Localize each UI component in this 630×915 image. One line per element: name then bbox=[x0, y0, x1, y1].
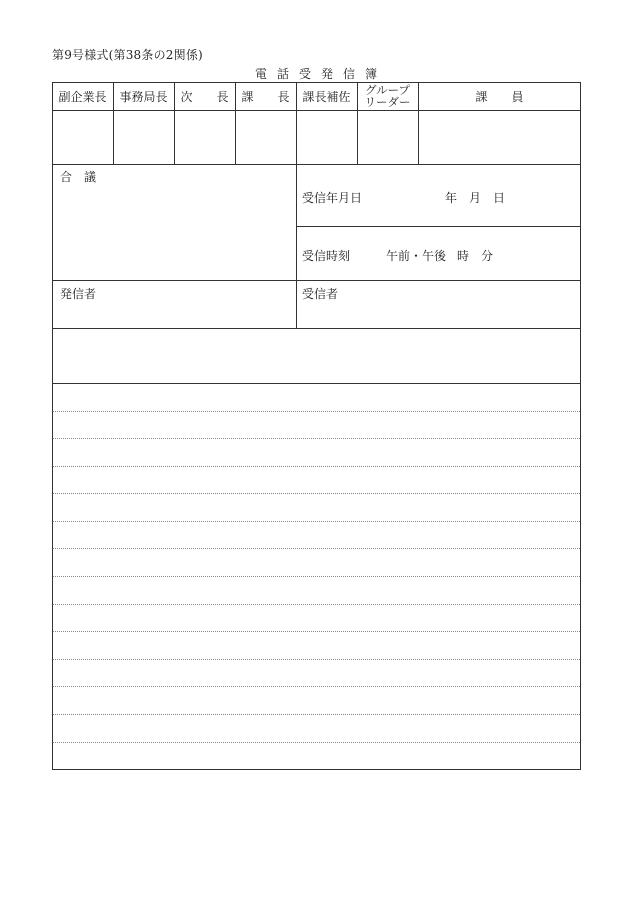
receiver-field[interactable] bbox=[297, 302, 580, 327]
stamp-box-vice-president[interactable] bbox=[53, 111, 112, 163]
caller-field[interactable] bbox=[53, 302, 295, 327]
receipt-date-label: 受信年月日 bbox=[302, 191, 363, 205]
header-deputy-chief: 次 長 bbox=[180, 89, 229, 104]
title-char: 話 bbox=[276, 67, 289, 81]
receiver-label: 受信者 bbox=[302, 287, 339, 301]
message-body-area[interactable] bbox=[53, 384, 580, 769]
receipt-month-label: 月 bbox=[469, 191, 482, 205]
deliberation-area[interactable] bbox=[53, 186, 295, 279]
stamp-box-deputy-chief[interactable] bbox=[175, 111, 234, 163]
minute-label: 分 bbox=[481, 249, 494, 263]
header-staff: 課 員 bbox=[475, 89, 524, 104]
title-char: 電 bbox=[254, 67, 267, 81]
stamp-box-group-leader[interactable] bbox=[358, 111, 417, 163]
receipt-time-label: 受信時刻 bbox=[302, 249, 351, 263]
header-vice-president: 副企業長 bbox=[58, 89, 107, 104]
header-group-leader bbox=[357, 82, 418, 110]
title-char: 簿 bbox=[364, 67, 377, 81]
group-leader-line1: グループ bbox=[364, 83, 411, 97]
stamp-box-staff[interactable] bbox=[419, 111, 580, 163]
am-pm-label: 午前・午後 bbox=[386, 249, 447, 263]
title-char: 受 bbox=[298, 67, 311, 81]
group-leader-line2: リーダー bbox=[364, 95, 411, 109]
header-secretary-general: 事務局長 bbox=[119, 89, 168, 104]
stamp-box-secretary-general[interactable] bbox=[114, 111, 173, 163]
receipt-divider bbox=[296, 226, 581, 227]
header-section-chief: 課 長 bbox=[241, 89, 290, 104]
receipt-day-label: 日 bbox=[493, 191, 506, 205]
header-assistant-chief: 課長補佐 bbox=[302, 89, 351, 104]
title-char: 信 bbox=[342, 67, 355, 81]
deliberation-label: 合 議 bbox=[60, 170, 97, 184]
stamp-box-section-chief[interactable] bbox=[236, 111, 295, 163]
page-title bbox=[250, 65, 382, 82]
summary-area[interactable] bbox=[53, 329, 580, 382]
caller-label: 発信者 bbox=[60, 287, 97, 301]
approval-bottom-line bbox=[52, 164, 581, 165]
caller-top-line bbox=[52, 280, 581, 281]
stamp-box-assistant-chief[interactable] bbox=[297, 111, 356, 163]
form-number: 第9号様式(第38条の2関係) bbox=[52, 48, 203, 62]
title-char: 発 bbox=[320, 67, 333, 81]
hour-label: 時 bbox=[457, 249, 470, 263]
receipt-year-label: 年 bbox=[445, 191, 458, 205]
